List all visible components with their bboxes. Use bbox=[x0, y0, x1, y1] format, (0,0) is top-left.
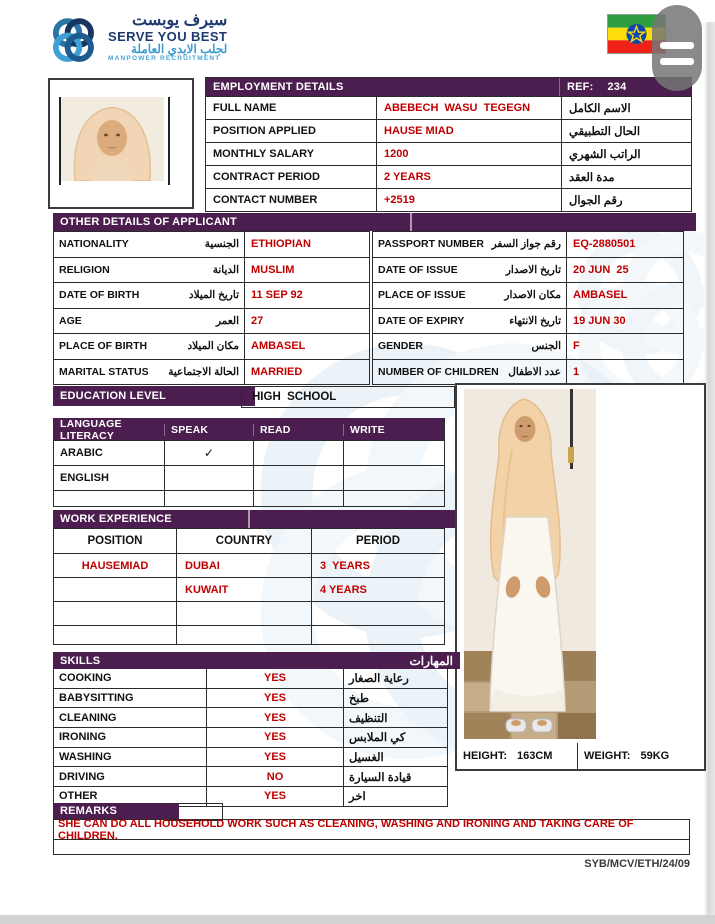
field-label-arabic: تاريخ الانتهاء bbox=[509, 314, 561, 327]
field-label: MARITAL STATUS bbox=[59, 365, 149, 378]
skill-row bbox=[54, 747, 447, 767]
period-value: 4 YEARS bbox=[311, 578, 444, 601]
field-value: 1 bbox=[566, 360, 683, 385]
other-details-right-table bbox=[372, 231, 684, 385]
other-details-row bbox=[373, 257, 683, 283]
other-details-row bbox=[54, 333, 369, 359]
other-details-row bbox=[54, 308, 369, 334]
country-value bbox=[176, 602, 311, 625]
col-country: COUNTRY bbox=[176, 529, 311, 553]
skill-label: COOKING bbox=[59, 672, 112, 685]
skill-yes-no: YES bbox=[206, 708, 343, 727]
other-details-row bbox=[373, 282, 683, 308]
field-label-cell bbox=[54, 258, 244, 283]
field-label-cell bbox=[54, 309, 244, 334]
skill-yes-no: YES bbox=[206, 787, 343, 806]
field-label-arabic: الجنسية bbox=[204, 238, 239, 251]
field-value: 2 YEARS bbox=[376, 166, 561, 188]
ref-label: REF: bbox=[567, 81, 594, 93]
education-level-value: HIGH SCHOOL bbox=[241, 386, 455, 408]
country-value: KUWAIT bbox=[176, 578, 311, 601]
agency-logo-knot-icon bbox=[46, 13, 100, 69]
country-value: DUBAI bbox=[176, 554, 311, 577]
other-details-header bbox=[53, 213, 696, 231]
read-checkmark bbox=[253, 466, 343, 490]
field-value: 20 JUN 25 bbox=[566, 258, 683, 283]
hamburger-icon bbox=[660, 42, 694, 49]
agency-logo bbox=[46, 13, 227, 69]
skill-label-arabic: رعاية الصغار bbox=[343, 669, 447, 688]
field-label: NATIONALITY bbox=[59, 238, 129, 251]
field-label-cell bbox=[54, 232, 244, 257]
other-details-row bbox=[54, 282, 369, 308]
employment-row bbox=[206, 142, 691, 165]
weight-cell bbox=[577, 743, 704, 769]
field-label-cell bbox=[373, 232, 566, 257]
skill-label: OTHER bbox=[59, 790, 98, 803]
field-label: PASSPORT NUMBER bbox=[378, 238, 484, 251]
ref-value: 234 bbox=[607, 81, 627, 93]
language-rows bbox=[54, 440, 444, 506]
skill-label-arabic: الغسيل bbox=[343, 748, 447, 767]
field-label-cell bbox=[373, 283, 566, 308]
read-checkmark bbox=[253, 441, 343, 465]
field-value: 1200 bbox=[376, 143, 561, 165]
skills-table bbox=[53, 669, 448, 807]
agency-name-arabic: سيرف يوبست bbox=[132, 12, 228, 29]
field-label-cell bbox=[373, 334, 566, 359]
field-label-arabic: الحالة الاجتماعية bbox=[168, 365, 239, 378]
height-cell bbox=[457, 743, 577, 769]
agency-tagline-english: MANPOWER RECRUITMENT bbox=[108, 55, 221, 63]
work-experience-header bbox=[53, 510, 457, 528]
remarks-table bbox=[53, 819, 690, 855]
speak-checkmark bbox=[164, 466, 253, 490]
applicant-fullbody-photo bbox=[464, 389, 596, 739]
field-value: MUSLIM bbox=[244, 258, 369, 283]
field-label-arabic: مكان الاصدار bbox=[504, 289, 561, 302]
header-divider bbox=[248, 510, 250, 528]
skill-row bbox=[54, 669, 447, 688]
field-value: EQ-2880501 bbox=[566, 232, 683, 257]
field-label-cell bbox=[373, 258, 566, 283]
period-value: 3 YEARS bbox=[311, 554, 444, 577]
employment-row bbox=[206, 188, 691, 211]
field-label-arabic: مدة العقد bbox=[561, 166, 691, 188]
read-checkmark bbox=[253, 491, 343, 506]
agency-tagline-arabic: لجلب الايدي العاملة bbox=[130, 42, 228, 57]
language-row bbox=[54, 490, 444, 506]
skill-label-arabic: كي الملابس bbox=[343, 728, 447, 747]
agency-name-english: SERVE YOU BEST bbox=[108, 28, 228, 44]
skills-title-arabic: المهارات bbox=[409, 653, 453, 668]
hamburger-icon bbox=[660, 58, 694, 65]
other-details-left-table bbox=[53, 231, 370, 385]
speak-checkmark: ✓ bbox=[164, 441, 253, 465]
language-name: ARABIC bbox=[60, 447, 103, 459]
work-experience-row bbox=[54, 625, 444, 644]
skill-label: DRIVING bbox=[59, 770, 105, 783]
work-experience-title: WORK EXPERIENCE bbox=[60, 513, 172, 525]
language-name: ENGLISH bbox=[60, 472, 109, 484]
field-label-arabic: الحال التطبيقي bbox=[561, 120, 691, 142]
field-value: ABEBECH WASU TEGEGN bbox=[376, 97, 561, 119]
field-label-arabic: الاسم الكامل bbox=[561, 97, 691, 119]
col-period: PERIOD bbox=[311, 529, 444, 553]
language-literacy-header-row bbox=[54, 418, 444, 440]
skill-row bbox=[54, 766, 447, 786]
field-label: DATE OF EXPIRY bbox=[378, 314, 465, 327]
remarks-header: REMARKS bbox=[53, 803, 179, 819]
employment-details-header bbox=[206, 78, 691, 96]
field-label: PLACE OF ISSUE bbox=[378, 289, 466, 302]
field-label: AGE bbox=[59, 314, 82, 327]
work-experience-row bbox=[54, 601, 444, 625]
skill-label-arabic: قيادة السيارة bbox=[343, 767, 447, 786]
field-label: DATE OF BIRTH bbox=[59, 289, 140, 302]
employment-row bbox=[206, 96, 691, 119]
field-label: GENDER bbox=[378, 340, 423, 353]
skill-yes-no: YES bbox=[206, 669, 343, 688]
weight-label: WEIGHT: bbox=[584, 750, 631, 762]
field-label: FULL NAME bbox=[213, 102, 277, 114]
col-speak: SPEAK bbox=[164, 424, 253, 436]
header-divider bbox=[410, 213, 412, 231]
height-label: HEIGHT: bbox=[463, 750, 507, 762]
employment-details-title: EMPLOYMENT DETAILS bbox=[206, 78, 559, 96]
field-label: RELIGION bbox=[59, 263, 110, 276]
other-details-row bbox=[373, 333, 683, 359]
employment-row bbox=[206, 119, 691, 142]
country-value bbox=[176, 626, 311, 644]
speak-checkmark bbox=[164, 491, 253, 506]
work-experience-row bbox=[54, 553, 444, 577]
skill-yes-no: YES bbox=[206, 748, 343, 767]
other-details-title: OTHER DETAILS OF APPLICANT bbox=[60, 216, 237, 228]
position-value bbox=[54, 626, 176, 644]
skills-title: SKILLS bbox=[60, 654, 101, 667]
document-reference-code: SYB/MCV/ETH/24/09 bbox=[584, 858, 690, 870]
field-label-arabic: الديانة bbox=[212, 263, 239, 276]
other-details-row bbox=[373, 231, 683, 257]
skill-label: WASHING bbox=[59, 751, 112, 764]
col-read: READ bbox=[253, 424, 343, 436]
field-label-arabic: تاريخ الميلاد bbox=[188, 289, 239, 302]
employment-details-table bbox=[205, 77, 692, 212]
skills-header bbox=[53, 652, 460, 669]
field-label-arabic: تاريخ الاصدار bbox=[505, 263, 561, 276]
field-value: ETHIOPIAN bbox=[244, 232, 369, 257]
education-level-header: EDUCATION LEVEL bbox=[53, 386, 255, 406]
other-details-row bbox=[54, 257, 369, 283]
field-value: 11 SEP 92 bbox=[244, 283, 369, 308]
field-label-arabic: عدد الاطفال bbox=[508, 365, 561, 378]
write-checkmark bbox=[343, 491, 444, 506]
field-label: CONTRACT PERIOD bbox=[213, 171, 320, 183]
field-label: PLACE OF BIRTH bbox=[59, 340, 148, 353]
skill-label: BABYSITTING bbox=[59, 692, 134, 705]
field-value: +2519 bbox=[376, 189, 561, 211]
field-value: F bbox=[566, 334, 683, 359]
applicant-fullbody-frame bbox=[455, 383, 706, 747]
field-label: NUMBER OF CHILDREN bbox=[378, 365, 499, 378]
work-experience-columns bbox=[54, 529, 444, 553]
skill-yes-no: YES bbox=[206, 728, 343, 747]
other-details-row bbox=[54, 231, 369, 257]
field-value: 19 JUN 30 bbox=[566, 309, 683, 334]
position-value bbox=[54, 602, 176, 625]
col-write: WRITE bbox=[343, 424, 444, 436]
period-value bbox=[311, 602, 444, 625]
position-value bbox=[54, 578, 176, 601]
employment-row bbox=[206, 165, 691, 188]
period-value bbox=[311, 626, 444, 644]
field-value: HAUSE MIAD bbox=[376, 120, 561, 142]
remarks-text: SHE CAN DO ALL HOUSEHOLD WORK SUCH AS CLEANING, WASHING AND IRONING AND TAKING CARE OF CHILDREN. bbox=[58, 817, 634, 842]
skill-label: CLEANING bbox=[59, 711, 117, 724]
skill-row bbox=[54, 688, 447, 708]
field-label-arabic: الجنس bbox=[531, 340, 561, 353]
field-label: MONTHLY SALARY bbox=[213, 148, 315, 160]
language-row bbox=[54, 465, 444, 490]
language-literacy-table bbox=[53, 418, 445, 507]
field-label-cell bbox=[54, 283, 244, 308]
other-details-row bbox=[373, 359, 683, 385]
position-value: HAUSEMIAD bbox=[81, 559, 149, 572]
field-label-cell bbox=[373, 360, 566, 385]
field-label: DATE OF ISSUE bbox=[378, 263, 458, 276]
col-language-literacy: LANGUAGE LITERACY bbox=[60, 418, 122, 442]
field-value: 27 bbox=[244, 309, 369, 334]
other-details-row bbox=[373, 308, 683, 334]
work-experience-row bbox=[54, 577, 444, 601]
work-experience-table bbox=[53, 528, 445, 645]
page-edge-bottom bbox=[0, 915, 715, 924]
height-value: 163CM bbox=[517, 750, 553, 762]
field-value: MARRIED bbox=[244, 360, 369, 385]
skill-label: IRONING bbox=[59, 731, 107, 744]
language-name bbox=[54, 491, 164, 506]
skill-label-arabic: طبخ bbox=[343, 689, 447, 708]
skill-label-arabic: التنظيف bbox=[343, 708, 447, 727]
skill-label-arabic: اخر bbox=[343, 787, 447, 806]
skill-row bbox=[54, 707, 447, 727]
viewer-menu-button[interactable] bbox=[652, 5, 702, 91]
field-value: AMBASEL bbox=[566, 283, 683, 308]
language-row bbox=[54, 440, 444, 465]
field-label-arabic: رقم جواز السفر bbox=[491, 238, 561, 251]
skill-yes-no: YES bbox=[206, 689, 343, 708]
field-label-arabic: رقم الجوال bbox=[561, 189, 691, 211]
applicant-portrait-frame bbox=[48, 78, 194, 209]
field-label-arabic: العمر bbox=[215, 314, 239, 327]
skill-row bbox=[54, 727, 447, 747]
field-value: AMBASEL bbox=[244, 334, 369, 359]
field-label-cell bbox=[54, 360, 244, 385]
field-label: CONTACT NUMBER bbox=[213, 194, 318, 206]
field-label-cell bbox=[54, 334, 244, 359]
field-label: POSITION APPLIED bbox=[213, 125, 316, 137]
other-details-row bbox=[54, 359, 369, 385]
field-label-arabic: مكان الميلاد bbox=[187, 340, 239, 353]
skill-yes-no: NO bbox=[206, 767, 343, 786]
write-checkmark bbox=[343, 466, 444, 490]
write-checkmark bbox=[343, 441, 444, 465]
field-label-cell bbox=[373, 309, 566, 334]
physical-measurements-row bbox=[455, 743, 706, 771]
field-label-arabic: الراتب الشهري bbox=[561, 143, 691, 165]
col-position: POSITION bbox=[87, 535, 143, 547]
work-experience-rows bbox=[54, 553, 444, 644]
employment-rows bbox=[206, 96, 691, 211]
weight-value: 59KG bbox=[640, 750, 670, 762]
applicant-portrait-photo bbox=[59, 97, 170, 185]
